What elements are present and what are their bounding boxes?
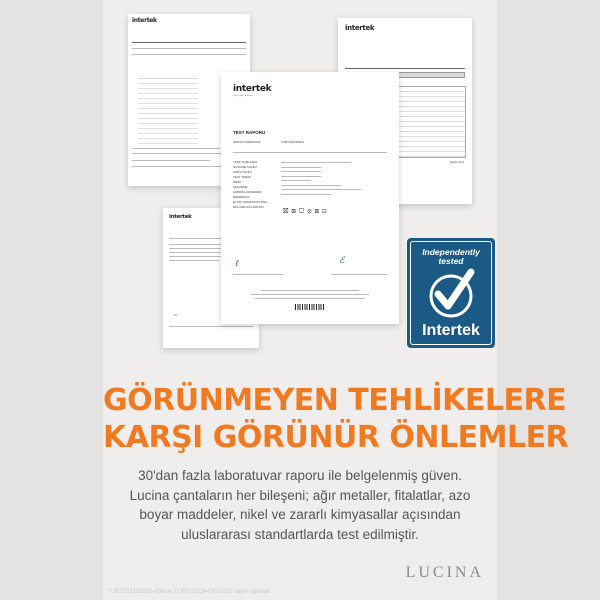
report-document-bottom-left: intertek ~ <box>163 208 259 348</box>
report-title: TEST RAPORU <box>233 130 266 135</box>
report-fields: TEST NUMUNESİ NUMUNE TARİHİ GİRİŞ TARİHİ TEST TARİHİ RENK MALZEME FABRİKA AD/ADRES REFERANS ELYAF KOMPOZİSYONU BULUNDUĞU BÖLÜM <box>233 160 268 209</box>
intertek-logo: intertek <box>132 17 157 24</box>
intertek-logo: intertek Total Quality. Assured. <box>233 84 272 97</box>
footnote-text: TURT251138835-008 ve TURT251344202-225 sayılı raporlar <box>107 589 270 595</box>
badge-brand-name: Intertek <box>422 322 480 339</box>
signature-right: ℰ <box>339 256 345 266</box>
description-text: 30'dan fazla laboratuvar raporu ile belgelenmiş güven. Lucina çantaların her bileşeni; ağır metaller, fitalatlar, azo boyar maddeler, nikel ve zararlı kimyasallar açısından uluslararası standartlarda test edilmiştir. <box>129 468 471 542</box>
report-values <box>281 160 381 198</box>
report-document-top-right: intertek Sayfa 1/11 <box>338 18 472 204</box>
intertek-logo: intertek <box>169 214 192 220</box>
report-document-main: intertek Total Quality. Assured. TEST RAPORU RAPOR NUMARASI: TURT231136064 TEST NUMUNESİ NUMUNE TARİHİ GİRİŞ TARİHİ TEST TARİHİ RENK MALZEME FABRİKA AD/ADRES REFERANS ELYAF KOMPOZİSYONU BULUNDUĞU BÖLÜM ⛝⊠▢⊗⊠⊡ ℓ ℰ <box>221 72 399 324</box>
brand-logo: LUCINA <box>405 564 484 581</box>
headline-line-1: GÖRÜNMEYEN TEHLİKELERE <box>103 383 567 418</box>
headline-line-2: KARŞI GÖRÜNÜR ÖNLEMLER <box>103 420 569 455</box>
data-table <box>398 86 466 158</box>
intertek-badge <box>407 238 495 348</box>
badge-tagline: Independently tested <box>422 247 480 266</box>
results-table <box>138 74 198 149</box>
signature-left: ℓ <box>235 259 239 269</box>
barcode <box>295 304 325 310</box>
care-symbols: ⛝⊠▢⊗⊠⊡ <box>283 208 330 215</box>
intertek-logo: intertek <box>345 24 375 32</box>
